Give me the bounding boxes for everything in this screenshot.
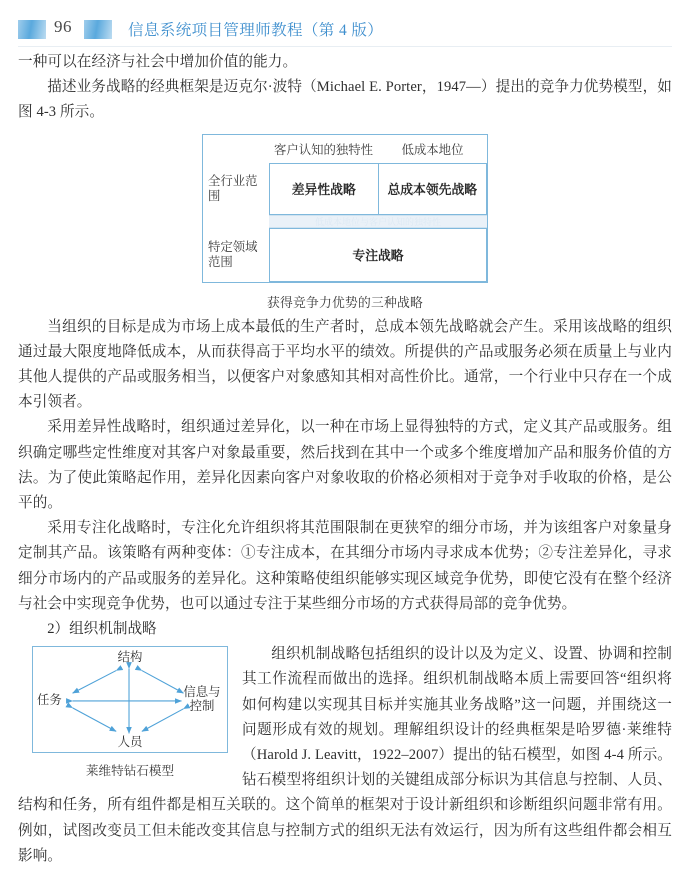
paragraph-3: 当组织的目标是成为市场上成本最低的生产者时，总成本领先战略就会产生。采用该战略的组织通过最大限度地降低成本，从而获得高于平均水平的绩效。所提供的产品或服务必须在质量上与业内其他人提供的产品或服务相当，以便客户对象感知其相对高性价比。通常，一个行业中只存在一个成本引领者。 [18,318,672,411]
porter-row-industrywide [203,163,487,215]
porter-matrix-box [202,134,488,283]
diamond-figure-caption: 莱维特钻石模型 [85,764,175,779]
diamond-node-task: 任务 [37,693,62,708]
section-heading-organizational-mechanism: 2）组织机制战略 [47,621,157,638]
porter-cell-focus: 专注战略 [352,249,404,264]
figure-leavitt-diamond [32,646,228,779]
diamond-node-info-line1: 信息与 [183,685,221,700]
paragraph-2: 描述业务战略的经典框架是迈克尔·波特（Michael E. Porter，1947—）提出的竞争力优势模型，如图 4-3 所示。 [18,79,672,121]
porter-faded-band-spacer [203,215,269,228]
header-accent-bar-right [84,20,112,39]
diamond-box [32,646,228,753]
paragraph-4: 采用差异性战略时，组织通过差异化，以一种在市场上显得独特的方式，定义其产品或服务。组织确定哪些定性维度对其客户对象最重要，然后找到在其中一个或多个维度增加产品和服务价值的方法。为了使此策略起作用，差异化因素向客户对象收取的价格必须相对于竞争对手收取的价格，是公平的。 [18,419,672,512]
porter-col-header-uniqueness: 客户认知的独特性 [273,142,374,157]
porter-row2-cells [269,228,487,282]
porter-cell-cost-leadership: 总成本领先战略 [378,164,487,214]
porter-header-spacer [203,135,269,163]
porter-row-label-industrywide: 全行业范围 [208,173,258,203]
porter-row-label-segment: 特定领域范围 [208,239,258,269]
page-number: 96 [54,17,72,36]
porter-header-row [203,135,487,163]
figure-porter-matrix [18,134,672,311]
book-title: 信息系统项目管理师教程（第 4 版） [128,22,384,39]
paragraph-6: 组织机制战略包括组织的设计以及为定义、设置、协调和控制其工作流程而做出的选择。组织机制战略本质上需要回答“组织将如何构建以实现其目标并实施其业务战略”这一问题，并围绕这一问题形成有效的规划。理解组织设计的经典框架是哈罗德·莱维特（Harold J. Leavitt，1922–2007）提出的钻石模型，如图 4-4 所示。钻石模型将组织计划的关键组成部分标识为其信息与控制、人员、结构和任务，所有组件都是相互关联的。这个简单的框架对于设计新组织和诊断组织问题非常有用。例如，试图改变员工但未能改变其信息与控制方式的组织无法有效运行，因为所有这些组件都会相互影响。 [18,646,672,864]
diamond-node-people: 人员 [117,735,143,750]
porter-col-header-lowcost: 低成本地位 [401,142,464,157]
diamond-node-information-control [179,685,225,713]
paragraph-5: 采用专注化战略时，专注化允许组织将其范围限制在更狭窄的细分市场，并为该组客户对象量身定制其产品。该策略有两种变体：①专注成本，在其细分市场内寻求成本优势；②专注差异化，寻求细分市场内的产品或服务的差异化。这种策略使组织能够实现区域竞争优势，即使它没有在整个经济与社会中实现竞争优势，也可以通过专注于某些细分市场的方式获得局部的竞争优势。 [18,520,672,612]
diamond-node-structure: 结构 [117,650,143,665]
porter-faded-band-row [203,215,487,228]
header-accent-bar-left [18,20,46,39]
porter-cell-differentiation: 差异性战略 [291,183,356,198]
porter-row-segment [203,228,487,282]
paragraph-1: 一种可以在经济与社会中增加价值的能力。 [18,54,298,70]
page-header [18,18,672,48]
diamond-node-info-line2: 控制 [189,699,215,714]
porter-figure-caption: 获得竞争力优势的三种战略 [267,295,423,310]
header-divider [18,46,672,47]
porter-row1-cells [269,163,487,215]
porter-faded-band: 低成本地位与客户认知的独特性 [269,215,487,228]
page-content [18,50,672,869]
